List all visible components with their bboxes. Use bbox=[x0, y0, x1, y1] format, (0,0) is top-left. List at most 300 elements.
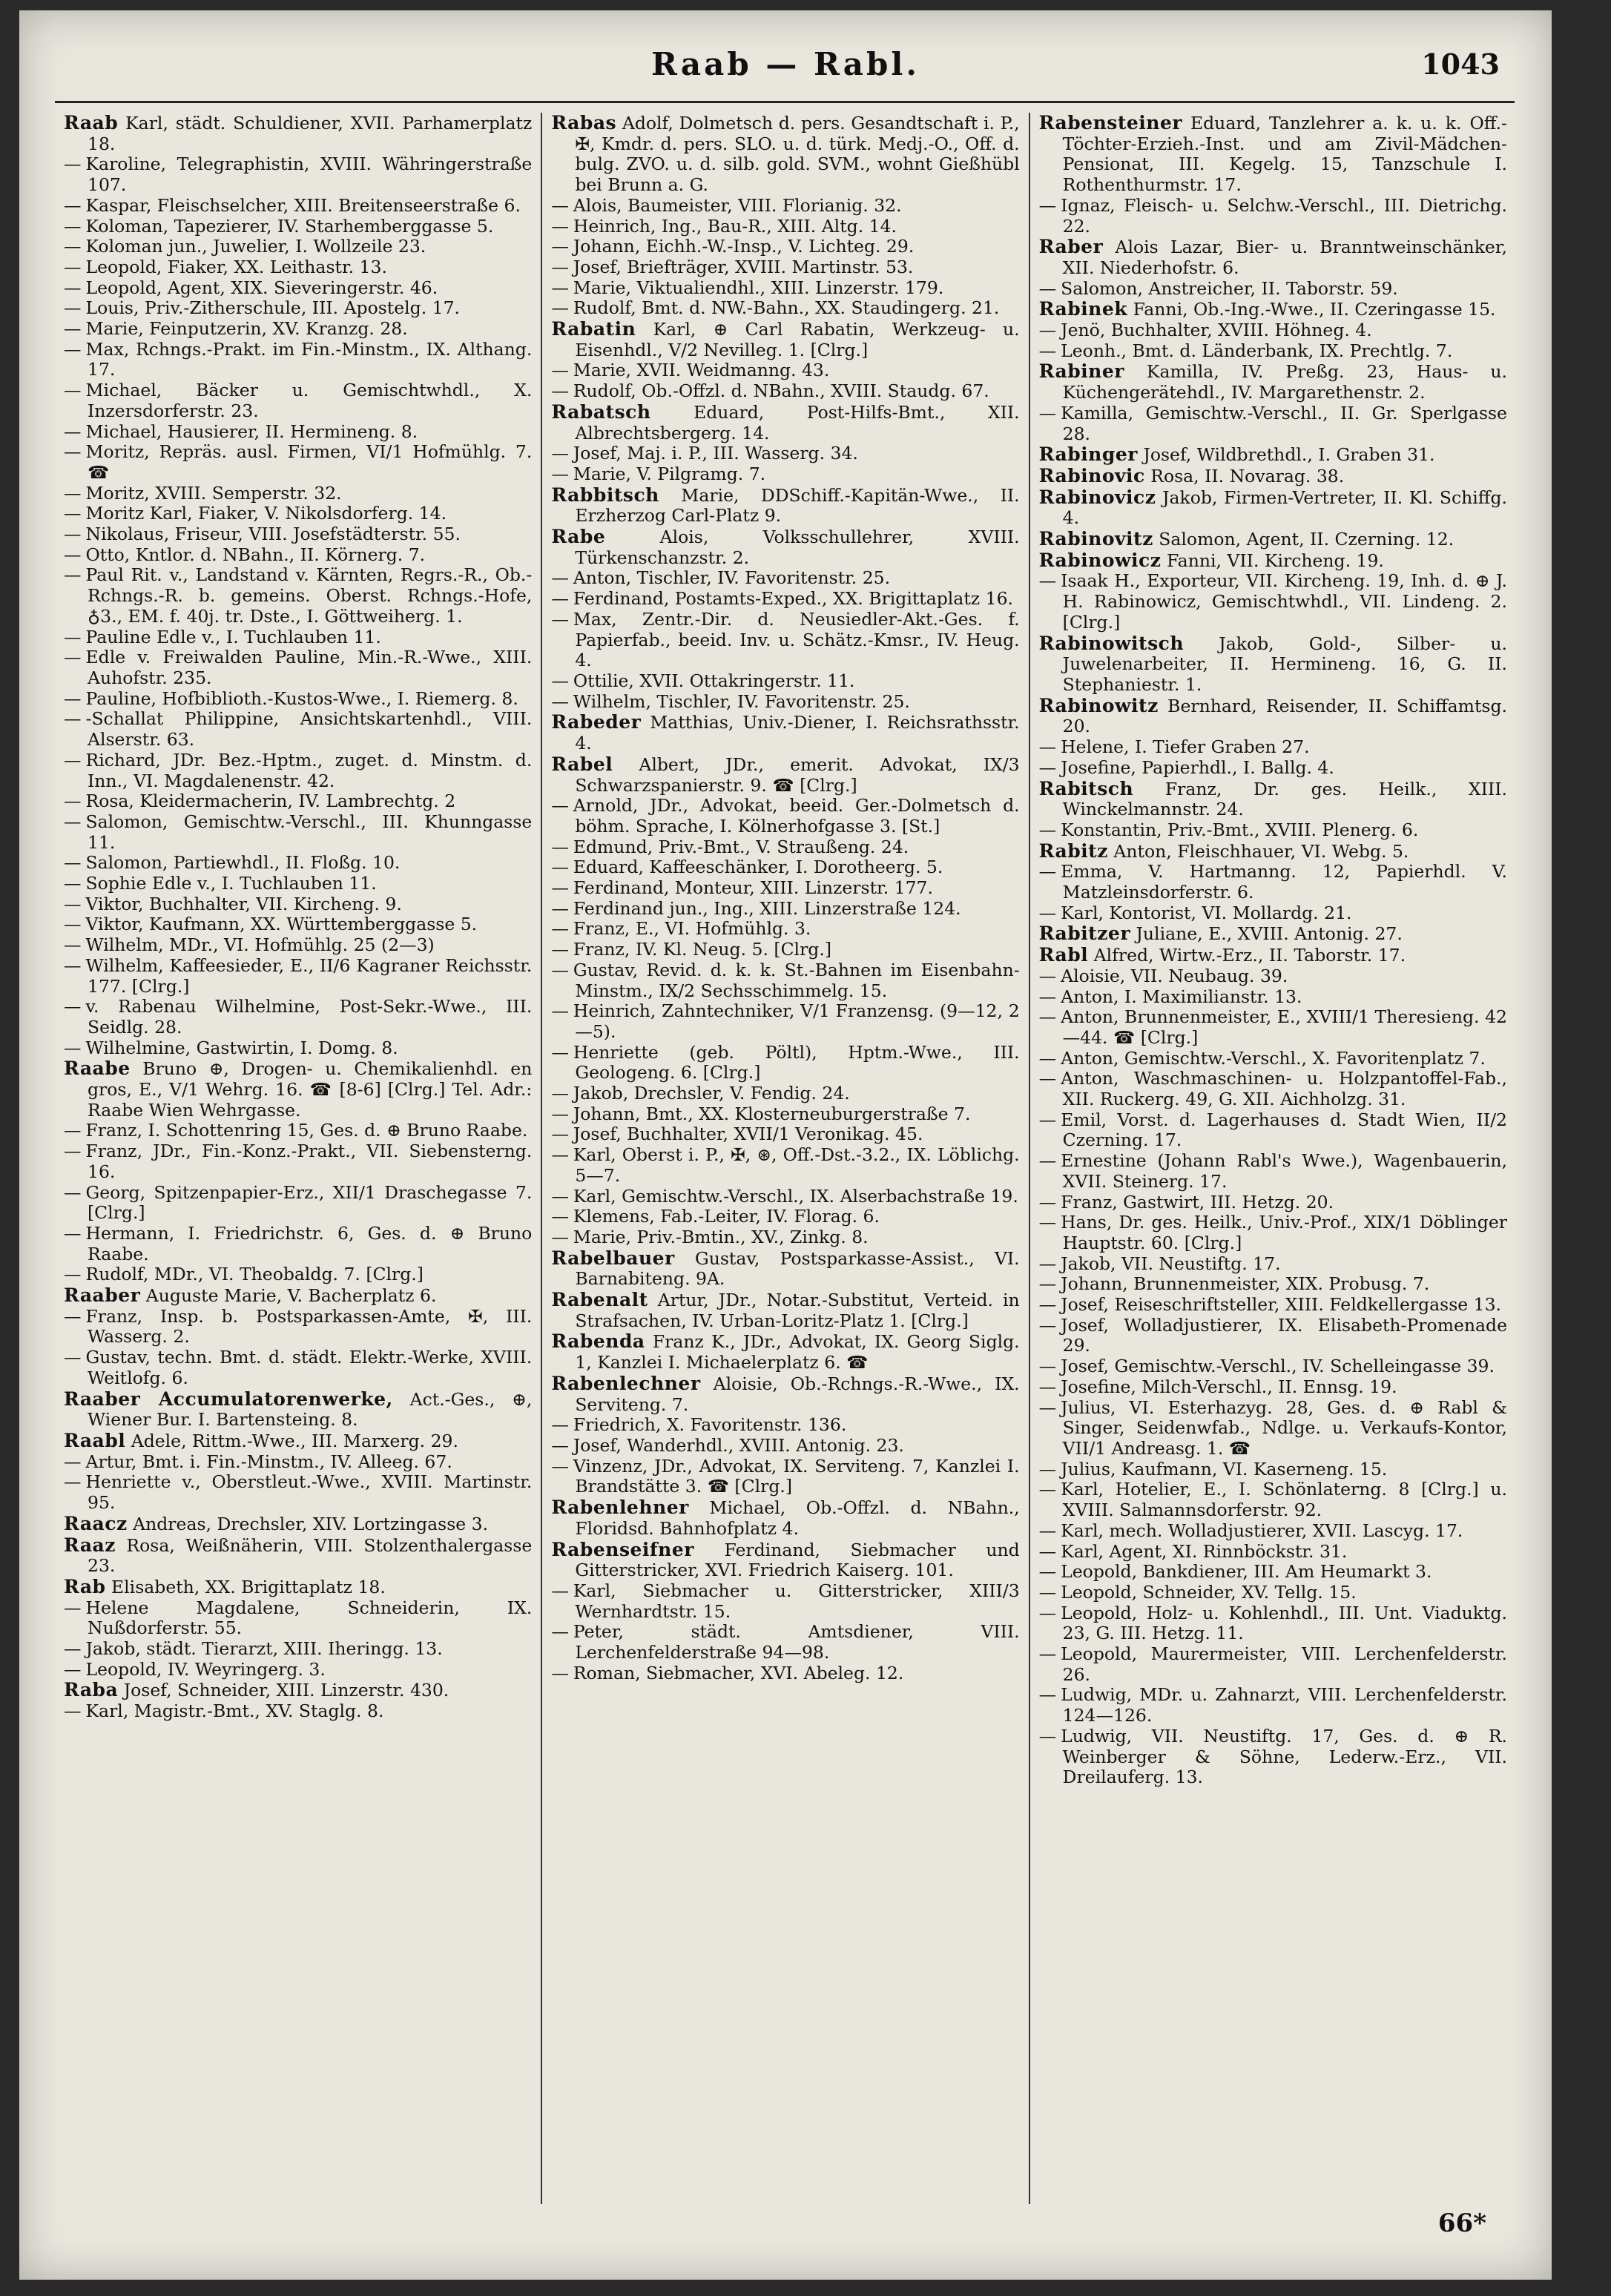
directory-entry bbox=[551, 237, 1019, 257]
entry-text: Eduard, Post-Hilfs-Bmt., XII. Albrechtsbergerg. 14. bbox=[575, 401, 1020, 443]
ditto-dash: — bbox=[64, 1347, 82, 1368]
directory-entry bbox=[64, 1038, 532, 1059]
entry-text: Jakob, städt. Tierarzt, XIII. Iheringg. 13. bbox=[85, 1638, 443, 1660]
entry-text: Ludwig, VII. Neustiftg. 17, Ges. d. ⊕ R. Weinberger & Söhne, Lederw.-Erz., VII. Dreilauferg. 13. bbox=[1061, 1725, 1507, 1788]
ditto-dash: — bbox=[64, 524, 82, 545]
entry-text: Anton, Brunnenmeister, E., XVIII/1 Theresieng. 42—44. ☎ [Clrg.] bbox=[1061, 1006, 1507, 1048]
directory-entry bbox=[1039, 1479, 1507, 1520]
directory-entry bbox=[1039, 987, 1507, 1008]
entry-text: Leopold, IV. Weyringerg. 3. bbox=[85, 1658, 326, 1680]
directory-entry bbox=[551, 1248, 1019, 1290]
entry-surname: Rabl bbox=[1038, 944, 1089, 966]
ditto-dash: — bbox=[551, 1206, 569, 1227]
entry-surname: Raab bbox=[64, 113, 119, 133]
entry-text: Josef, Wanderhdl., XVIII. Antonig. 23. bbox=[573, 1435, 904, 1456]
entry-text: Josef, Briefträger, XVIII. Martinstr. 53. bbox=[573, 256, 914, 277]
entry-text: Ferdinand, Monteur, XIII. Linzerstr. 177. bbox=[573, 877, 933, 899]
ditto-dash: — bbox=[551, 795, 569, 817]
ditto-dash: — bbox=[1038, 1458, 1057, 1479]
ditto-dash: — bbox=[1038, 1396, 1057, 1418]
entry-text: Rudolf, MDr., VI. Theobaldg. 7. [Clrg.] bbox=[85, 1264, 424, 1285]
ditto-dash: — bbox=[1038, 861, 1057, 883]
entry-text: Julius, VI. Esterhazyg. 28, Ges. d. ⊕ Rabl & Singer, Seidenwfab., Ndlge. u. Verkaufs-Kontor, VII/1 Andreasg. 1. ☎ bbox=[1061, 1396, 1507, 1459]
entry-surname: Rabenlehner bbox=[551, 1497, 689, 1519]
entry-text: Wilhelmine, Gastwirtin, I. Domg. 8. bbox=[85, 1037, 398, 1058]
sheet-signature: 66* bbox=[1437, 2208, 1486, 2238]
directory-entry bbox=[64, 1680, 532, 1701]
entry-text: Wilhelm, Kaffeesieder, E., II/6 Kagraner Reichsstr. 177. [Clrg.] bbox=[85, 954, 533, 997]
ditto-dash: — bbox=[551, 1435, 569, 1456]
directory-entry bbox=[551, 589, 1019, 610]
entry-text: Karl, Gemischtw.-Verschl., IX. Alserbachstraße 19. bbox=[573, 1185, 1018, 1207]
directory-entry bbox=[551, 1373, 1019, 1415]
ditto-dash: — bbox=[1038, 1376, 1057, 1397]
entry-text: Ernestine (Johann Rabl's Wwe.), Wagenbauerin, XVII. Steinerg. 17. bbox=[1061, 1150, 1507, 1192]
ditto-dash: — bbox=[1038, 1581, 1057, 1603]
directory-entry bbox=[1039, 633, 1507, 696]
entry-surname: Rabelbauer bbox=[551, 1247, 675, 1269]
directory-entry bbox=[1039, 1726, 1507, 1788]
directory-entry bbox=[1039, 237, 1507, 278]
entry-text: Karl, Magistr.-Bmt., XV. Staglg. 8. bbox=[85, 1700, 384, 1722]
entry-text: Anton, Gemischtw.-Verschl., X. Favoritenplatz 7. bbox=[1061, 1047, 1486, 1069]
ditto-dash: — bbox=[1038, 1561, 1057, 1583]
entry-text: Josef, Schneider, XIII. Linzerstr. 430. bbox=[123, 1680, 449, 1701]
directory-entry bbox=[64, 237, 532, 257]
entry-text: Alfred, Wirtw.-Erz., II. Taborstr. 17. bbox=[1093, 945, 1406, 966]
ditto-dash: — bbox=[551, 1185, 569, 1207]
entry-surname: Rabinowitz bbox=[1038, 694, 1159, 716]
entry-text: Albert, JDr., emerit. Advokat, IX/3 Schwarzspanierstr. 9. ☎ [Clrg.] bbox=[575, 753, 1020, 796]
directory-entry bbox=[551, 1622, 1019, 1663]
entry-text: Kaspar, Fleischselcher, XIII. Breitenseerstraße 6. bbox=[85, 194, 521, 216]
ditto-dash: — bbox=[1038, 1253, 1057, 1274]
entry-text: Elisabeth, XX. Brigittaplatz 18. bbox=[111, 1576, 386, 1597]
entry-text: Viktor, Kaufmann, XX. Württemberggasse 5. bbox=[85, 914, 478, 935]
ditto-dash: — bbox=[551, 236, 569, 257]
directory-entry bbox=[1039, 1213, 1507, 1253]
directory-entry bbox=[64, 1535, 532, 1577]
ditto-dash: — bbox=[1038, 402, 1057, 423]
directory-entry bbox=[1039, 279, 1507, 300]
ditto-dash: — bbox=[1038, 1006, 1057, 1028]
directory-entry bbox=[551, 837, 1019, 858]
entry-text: Jakob, Firmen-Vertreter, II. Kl. Schiffg. 4. bbox=[1062, 486, 1507, 529]
entry-surname: Rabitz bbox=[1038, 839, 1108, 862]
directory-entry bbox=[551, 712, 1019, 753]
ditto-dash: — bbox=[1038, 1191, 1057, 1213]
entry-text: Heinrich, Ing., Bau-R., XIII. Altg. 14. bbox=[573, 215, 897, 237]
directory-entry bbox=[64, 1224, 532, 1264]
entry-text: Eduard, Kaffeeschänker, I. Dorotheerg. 5. bbox=[573, 857, 943, 878]
directory-entry bbox=[1039, 1398, 1507, 1459]
entry-text: Emma, V. Hartmanng. 12, Papierhdl. V. Matzleinsdorferstr. 6. bbox=[1061, 861, 1507, 903]
entry-text: Kamilla, IV. Preßg. 23, Haus- u. Küchengerätehdl., IV. Margarethenstr. 2. bbox=[1062, 361, 1507, 403]
directory-entry bbox=[551, 402, 1019, 443]
column-right bbox=[1029, 113, 1516, 2204]
entry-text: Alois Lazar, Bier- u. Branntweinschänker, XII. Niederhofstr. 6. bbox=[1062, 237, 1507, 278]
column-left bbox=[55, 113, 541, 2204]
directory-entry bbox=[551, 1083, 1019, 1104]
ditto-dash: — bbox=[1038, 1150, 1057, 1172]
entry-text: Artur, Bmt. i. Fin.-Minstm., IV. Alleeg. 67. bbox=[85, 1451, 452, 1472]
entry-text: Josefine, Milch-Verschl., II. Ennsg. 19. bbox=[1061, 1376, 1397, 1397]
entry-text: Ferdinand, Postamts-Exped., XX. Brigittaplatz 16. bbox=[573, 588, 1013, 610]
ditto-dash: — bbox=[64, 338, 82, 360]
directory-entry bbox=[64, 1121, 532, 1141]
directory-entry bbox=[551, 1436, 1019, 1457]
entry-text: Marie, Priv.-Bmtin., XV., Zinkg. 8. bbox=[573, 1226, 869, 1247]
directory-entry bbox=[1039, 903, 1507, 924]
entry-text: Ferdinand, Siebmacher und Gitterstricker, XVI. Friedrich Kaiserg. 101. bbox=[575, 1539, 1020, 1581]
entry-text: Ignaz, Fleisch- u. Selchw.-Verschl., III. Dietrichg. 22. bbox=[1061, 194, 1507, 237]
entry-text: Karl, mech. Wolladjustierer, XVII. Lascyg. 17. bbox=[1061, 1520, 1463, 1541]
directory-entry bbox=[551, 1540, 1019, 1581]
directory-entry bbox=[1039, 299, 1507, 320]
entry-text: Gustav, Postsparkasse-Assist., VI. Barnabiteng. 9A. bbox=[575, 1247, 1020, 1290]
ditto-dash: — bbox=[551, 463, 569, 484]
entry-text: Josef, Wildbrethdl., I. Graben 31. bbox=[1143, 444, 1435, 466]
entry-surname: Rab bbox=[64, 1575, 106, 1597]
ditto-dash: — bbox=[64, 194, 82, 216]
entry-text: Marie, XVII. Weidmanng. 43. bbox=[573, 360, 830, 381]
directory-entry bbox=[551, 1043, 1019, 1083]
ditto-dash: — bbox=[64, 1658, 82, 1680]
entry-text: Rosa, Weißnäherin, VIII. Stolzenthalergasse 23. bbox=[88, 1534, 533, 1577]
entry-text: Kamilla, Gemischtw.-Verschl., II. Gr. Sperlgasse 28. bbox=[1061, 402, 1507, 444]
directory-entry bbox=[64, 1264, 532, 1285]
entry-text: Karoline, Telegraphistin, XVIII. Währingerstraße 107. bbox=[85, 154, 533, 196]
entry-text: Franz, JDr., Fin.-Konz.-Prakt., VII. Siebensterng. 16. bbox=[85, 1141, 533, 1182]
entry-surname: Raber bbox=[1038, 236, 1104, 258]
entry-surname: Rabeder bbox=[551, 711, 642, 733]
ditto-dash: — bbox=[64, 1597, 82, 1618]
entry-surname: Rabe bbox=[551, 526, 606, 548]
ditto-dash: — bbox=[551, 1103, 569, 1124]
directory-entry bbox=[551, 485, 1019, 527]
entry-surname: Rabenda bbox=[551, 1330, 645, 1353]
entry-text: Franz, Dr. ges. Heilk., XIII. Winckelmannstr. 24. bbox=[1062, 778, 1507, 820]
directory-entry bbox=[64, 298, 532, 319]
directory-entry bbox=[1039, 1295, 1507, 1316]
ditto-dash: — bbox=[64, 154, 82, 175]
ditto-dash: — bbox=[1038, 756, 1057, 778]
ditto-dash: — bbox=[1038, 1643, 1057, 1665]
directory-entry bbox=[64, 751, 532, 791]
directory-entry bbox=[1039, 1316, 1507, 1356]
ditto-dash: — bbox=[1038, 1684, 1057, 1706]
ditto-dash: — bbox=[551, 939, 569, 960]
entry-text: Fanni, Ob.-Ing.-Wwe., II. Czeringasse 15. bbox=[1133, 299, 1496, 320]
entry-text: Josef, Maj. i. P., III. Wasserg. 34. bbox=[573, 443, 858, 464]
directory-entry bbox=[64, 914, 532, 935]
directory-entry bbox=[551, 319, 1019, 360]
directory-entry bbox=[551, 754, 1019, 796]
ditto-dash: — bbox=[551, 1621, 569, 1643]
ditto-dash: — bbox=[64, 1120, 82, 1141]
directory-entry bbox=[64, 1514, 532, 1535]
directory-entry bbox=[64, 935, 532, 956]
directory-entry bbox=[64, 545, 532, 566]
entry-surname: Rabenalt bbox=[551, 1289, 648, 1311]
directory-entry bbox=[551, 1415, 1019, 1436]
entry-text: Hermann, I. Friedrichstr. 6, Ges. d. ⊕ Bruno Raabe. bbox=[85, 1222, 533, 1264]
entry-text: Gustav, techn. Bmt. d. städt. Elektr.-Werke, XVIII. Weitlofg. 6. bbox=[85, 1347, 533, 1388]
entry-text: Franz, Gastwirt, III. Hetzg. 20. bbox=[1061, 1191, 1334, 1213]
ditto-dash: — bbox=[551, 690, 569, 712]
entry-text: -Schallat Philippine, Ansichtskartenhdl., VIII. Alserstr. 63. bbox=[85, 708, 533, 751]
directory-entry bbox=[64, 791, 532, 812]
directory-entry bbox=[64, 709, 532, 750]
directory-entry bbox=[64, 1598, 532, 1639]
entry-text: Nikolaus, Friseur, VIII. Josefstädterstr. 55. bbox=[85, 524, 461, 545]
directory-entry bbox=[551, 692, 1019, 713]
entry-text: Adele, Rittm.-Wwe., III. Marxerg. 29. bbox=[131, 1431, 458, 1451]
ditto-dash: — bbox=[64, 318, 82, 340]
entry-text: Marie, V. Pilgramg. 7. bbox=[573, 463, 766, 484]
ditto-dash: — bbox=[64, 1264, 82, 1285]
entry-text: Anton, Tischler, IV. Favoritenstr. 25. bbox=[573, 567, 891, 589]
entry-text: Jakob, Drechsler, V. Fendig. 24. bbox=[573, 1083, 850, 1104]
ditto-dash: — bbox=[551, 297, 569, 319]
entry-surname: Raaber Accumulatorenwerke, bbox=[64, 1388, 393, 1410]
directory-entry bbox=[1039, 113, 1507, 196]
ditto-dash: — bbox=[64, 708, 82, 730]
entry-surname: Rabitzer bbox=[1038, 923, 1131, 945]
directory-entry bbox=[551, 1581, 1019, 1622]
directory-entry bbox=[64, 627, 532, 648]
directory-entry bbox=[1039, 1459, 1507, 1480]
directory-entry bbox=[1039, 1644, 1507, 1685]
ditto-dash: — bbox=[551, 1414, 569, 1436]
directory-entry bbox=[64, 1577, 532, 1598]
ditto-dash: — bbox=[64, 441, 82, 463]
entry-text: Heinrich, Zahntechniker, V/1 Franzensg. (9—12, 2—5). bbox=[573, 1000, 1020, 1042]
ditto-dash: — bbox=[64, 852, 82, 874]
directory-page bbox=[19, 10, 1552, 2280]
ditto-dash: — bbox=[64, 996, 82, 1017]
entry-text: Leopold, Agent, XIX. Sieveringerstr. 46. bbox=[85, 277, 438, 298]
ditto-dash: — bbox=[1038, 736, 1057, 758]
ditto-dash: — bbox=[64, 954, 82, 976]
entry-text: Marie, DDSchiff.-Kapitän-Wwe., II. Erzherzog Carl-Platz 9. bbox=[575, 484, 1020, 527]
ditto-dash: — bbox=[551, 277, 569, 298]
directory-entry bbox=[1039, 945, 1507, 966]
ditto-dash: — bbox=[1038, 194, 1057, 216]
entry-text: Ludwig, MDr. u. Zahnarzt, VIII. Lerchenfelderstr. 124—126. bbox=[1061, 1684, 1507, 1726]
directory-entry bbox=[551, 360, 1019, 381]
directory-entry bbox=[64, 853, 532, 874]
entry-text: Act.-Ges., ⊕, Wiener Bur. I. Bartensteing. 8. bbox=[88, 1388, 533, 1431]
directory-entry bbox=[551, 196, 1019, 217]
entry-surname: Rabinovic bbox=[1038, 464, 1145, 486]
ditto-dash: — bbox=[1038, 1540, 1057, 1562]
ditto-dash: — bbox=[1038, 1212, 1057, 1233]
entry-text: Josef, Buchhalter, XVII/1 Veronikag. 45. bbox=[573, 1124, 923, 1145]
directory-entry bbox=[1039, 550, 1507, 572]
entry-text: Salomon, Gemischtw.-Verschl., III. Khunngasse 11. bbox=[85, 811, 533, 853]
directory-entry bbox=[1039, 779, 1507, 820]
directory-entry bbox=[64, 524, 532, 545]
entry-text: Leonh., Bmt. d. Länderbank, IX. Prechtlg. 7. bbox=[1061, 340, 1453, 361]
entry-text: Karl, ⊕ Carl Rabatin, Werkzeug- u. Eisenhdl., V/2 Nevilleg. 1. [Clrg.] bbox=[575, 319, 1020, 360]
entry-text: Jakob, Gold-, Silber- u. Juwelenarbeiter, II. Hermineng. 16, G. II. Stephaniestr. 1. bbox=[1062, 633, 1507, 695]
directory-entry bbox=[1039, 1274, 1507, 1295]
ditto-dash: — bbox=[1038, 1602, 1057, 1623]
ditto-dash: — bbox=[551, 215, 569, 237]
ditto-dash: — bbox=[551, 443, 569, 464]
entry-text: Leopold, Maurermeister, VIII. Lerchenfelderstr. 26. bbox=[1061, 1643, 1507, 1685]
ditto-dash: — bbox=[551, 857, 569, 878]
entry-text: Konstantin, Priv.-Bmt., XVIII. Plenerg. 6. bbox=[1061, 819, 1419, 840]
entry-surname: Rabensteiner bbox=[1038, 113, 1183, 133]
ditto-dash: — bbox=[551, 959, 569, 980]
directory-entry bbox=[1039, 820, 1507, 841]
entry-text: Helene Magdalene, Schneiderin, IX. Nußdorferstr. 55. bbox=[85, 1597, 533, 1639]
ditto-dash: — bbox=[1038, 1068, 1057, 1089]
directory-entry bbox=[64, 565, 532, 627]
entry-text: Jenö, Buchhalter, XVIII. Höhneg. 4. bbox=[1061, 320, 1372, 341]
ditto-dash: — bbox=[64, 811, 82, 832]
entry-text: Moritz, XVIII. Semperstr. 32. bbox=[85, 482, 342, 504]
directory-entry bbox=[64, 154, 532, 195]
entry-surname: Rabinovitz bbox=[1038, 528, 1153, 550]
directory-entry bbox=[1039, 466, 1507, 487]
directory-entry bbox=[1039, 571, 1507, 633]
ditto-dash: — bbox=[1038, 986, 1057, 1007]
directory-entry bbox=[551, 940, 1019, 960]
directory-entry bbox=[551, 960, 1019, 1001]
directory-entry bbox=[1039, 923, 1507, 945]
entry-text: Leopold, Schneider, XV. Tellg. 15. bbox=[1061, 1581, 1357, 1603]
entry-text: Anton, I. Maximilianstr. 13. bbox=[1061, 986, 1302, 1007]
entry-text: Leopold, Bankdiener, III. Am Heumarkt 3. bbox=[1061, 1561, 1432, 1583]
entry-text: Aloisie, Ob.-Rchngs.-R.-Wwe., IX. Serviteng. 7. bbox=[575, 1373, 1020, 1415]
directory-entry bbox=[64, 1660, 532, 1680]
entry-text: Salomon, Anstreicher, II. Taborstr. 59. bbox=[1061, 277, 1398, 299]
directory-entry bbox=[64, 504, 532, 524]
ditto-dash: — bbox=[1038, 1294, 1057, 1316]
ditto-dash: — bbox=[64, 687, 82, 709]
entry-text: Moritz Karl, Fiaker, V. Nikolsdorferg. 14. bbox=[85, 503, 447, 524]
ditto-dash: — bbox=[1038, 902, 1057, 923]
ditto-dash: — bbox=[1038, 965, 1057, 986]
ditto-dash: — bbox=[551, 1662, 569, 1683]
entry-text: Franz, IV. Kl. Neug. 5. [Clrg.] bbox=[573, 939, 831, 960]
entry-text: Bernhard, Reisender, II. Schiffamtsg. 20. bbox=[1062, 695, 1507, 737]
directory-entry bbox=[64, 1183, 532, 1224]
directory-entry bbox=[64, 278, 532, 299]
directory-entry bbox=[1039, 1542, 1507, 1563]
ditto-dash: — bbox=[551, 1455, 569, 1477]
directory-entry bbox=[551, 1145, 1019, 1186]
entry-text: Otto, Kntlor. d. NBahn., II. Körnerg. 7. bbox=[85, 544, 426, 565]
ditto-dash: — bbox=[64, 277, 82, 298]
entry-text: Artur, JDr., Notar.-Substitut, Verteid. in Strafsachen, IV. Urban-Loritz-Platz 1. [Clrg.] bbox=[575, 1290, 1020, 1331]
directory-entry bbox=[64, 340, 532, 380]
ditto-dash: — bbox=[551, 194, 569, 216]
ditto-dash: — bbox=[551, 877, 569, 899]
ditto-dash: — bbox=[1038, 1047, 1057, 1069]
entry-text: Marie, Viktualiendhl., XIII. Linzerstr. 179. bbox=[573, 277, 944, 298]
directory-entry bbox=[1039, 1356, 1507, 1377]
ditto-dash: — bbox=[64, 1305, 82, 1327]
entry-text: Peter, städt. Amtsdiener, VIII. Lerchenfelderstraße 94—98. bbox=[573, 1621, 1020, 1663]
ditto-dash: — bbox=[64, 420, 82, 442]
ditto-dash: — bbox=[64, 1222, 82, 1244]
entry-text: Fanni, VII. Kircheng. 19. bbox=[1166, 550, 1384, 571]
ditto-dash: — bbox=[64, 564, 82, 586]
entry-text: Koloman jun., Juwelier, I. Wollzeile 23. bbox=[85, 236, 426, 257]
ditto-dash: — bbox=[64, 236, 82, 257]
entry-surname: Rabas bbox=[551, 113, 617, 133]
ditto-dash: — bbox=[64, 1181, 82, 1203]
directory-entry bbox=[551, 278, 1019, 299]
entry-text: Helene, I. Tiefer Graben 27. bbox=[1061, 736, 1310, 758]
directory-entry bbox=[1039, 696, 1507, 737]
directory-entry bbox=[551, 1290, 1019, 1331]
directory-entry bbox=[1039, 444, 1507, 466]
directory-entry bbox=[64, 217, 532, 237]
entry-text: Michael, Ob.-Offzl. d. NBahn., Floridsd. Bahnhofplatz 4. bbox=[575, 1497, 1020, 1539]
directory-entry bbox=[64, 196, 532, 217]
entry-text: Friedrich, X. Favoritenstr. 136. bbox=[573, 1414, 847, 1436]
entry-surname: Raacz bbox=[64, 1512, 128, 1534]
directory-entry bbox=[64, 812, 532, 853]
ditto-dash: — bbox=[551, 1083, 569, 1104]
entry-text: Michael, Hausierer, II. Hermineng. 8. bbox=[85, 420, 418, 442]
ditto-dash: — bbox=[551, 1226, 569, 1247]
ditto-dash: — bbox=[64, 1471, 82, 1493]
directory-entry bbox=[551, 464, 1019, 485]
entry-text: Marie, Feinputzerin, XV. Kranzg. 28. bbox=[85, 318, 408, 340]
directory-entry bbox=[64, 997, 532, 1038]
ditto-dash: — bbox=[64, 893, 82, 914]
ditto-dash: — bbox=[1038, 570, 1057, 592]
entry-text: Johann, Brunnenmeister, XIX. Probusg. 7. bbox=[1061, 1273, 1430, 1295]
directory-entry bbox=[551, 1104, 1019, 1125]
entry-text: Koloman, Tapezierer, IV. Starhemberggasse 5. bbox=[85, 215, 494, 237]
directory-entry bbox=[64, 380, 532, 421]
ditto-dash: — bbox=[64, 647, 82, 668]
ditto-dash: — bbox=[1038, 1725, 1057, 1746]
directory-entry bbox=[64, 1701, 532, 1722]
entry-text: Juliane, E., XVIII. Antonig. 27. bbox=[1136, 923, 1403, 945]
ditto-dash: — bbox=[1038, 819, 1057, 840]
ditto-dash: — bbox=[1038, 1356, 1057, 1377]
entry-text: Josefine, Papierhdl., I. Ballg. 4. bbox=[1061, 756, 1334, 778]
directory-entry bbox=[64, 1639, 532, 1660]
directory-entry bbox=[1039, 1049, 1507, 1069]
directory-entry bbox=[1039, 1583, 1507, 1603]
directory-entry bbox=[64, 1058, 532, 1121]
ditto-dash: — bbox=[551, 1041, 569, 1063]
entry-text: Vinzenz, JDr., Advokat, IX. Serviteng. 7, Kanzlei I. Brandstätte 3. ☎ [Clrg.] bbox=[573, 1455, 1020, 1497]
directory-entry bbox=[1039, 862, 1507, 903]
directory-entry bbox=[64, 1307, 532, 1347]
directory-entry bbox=[551, 878, 1019, 899]
directory-entry bbox=[64, 689, 532, 710]
directory-entry bbox=[551, 1187, 1019, 1207]
ditto-dash: — bbox=[551, 836, 569, 857]
entry-surname: Rabatin bbox=[551, 318, 636, 340]
entry-text: Sophie Edle v., I. Tuchlauben 11. bbox=[85, 873, 377, 894]
ditto-dash: — bbox=[64, 873, 82, 894]
header-rule bbox=[55, 101, 1515, 103]
ditto-dash: — bbox=[64, 256, 82, 277]
ditto-dash: — bbox=[1038, 1273, 1057, 1295]
directory-entry bbox=[551, 217, 1019, 237]
